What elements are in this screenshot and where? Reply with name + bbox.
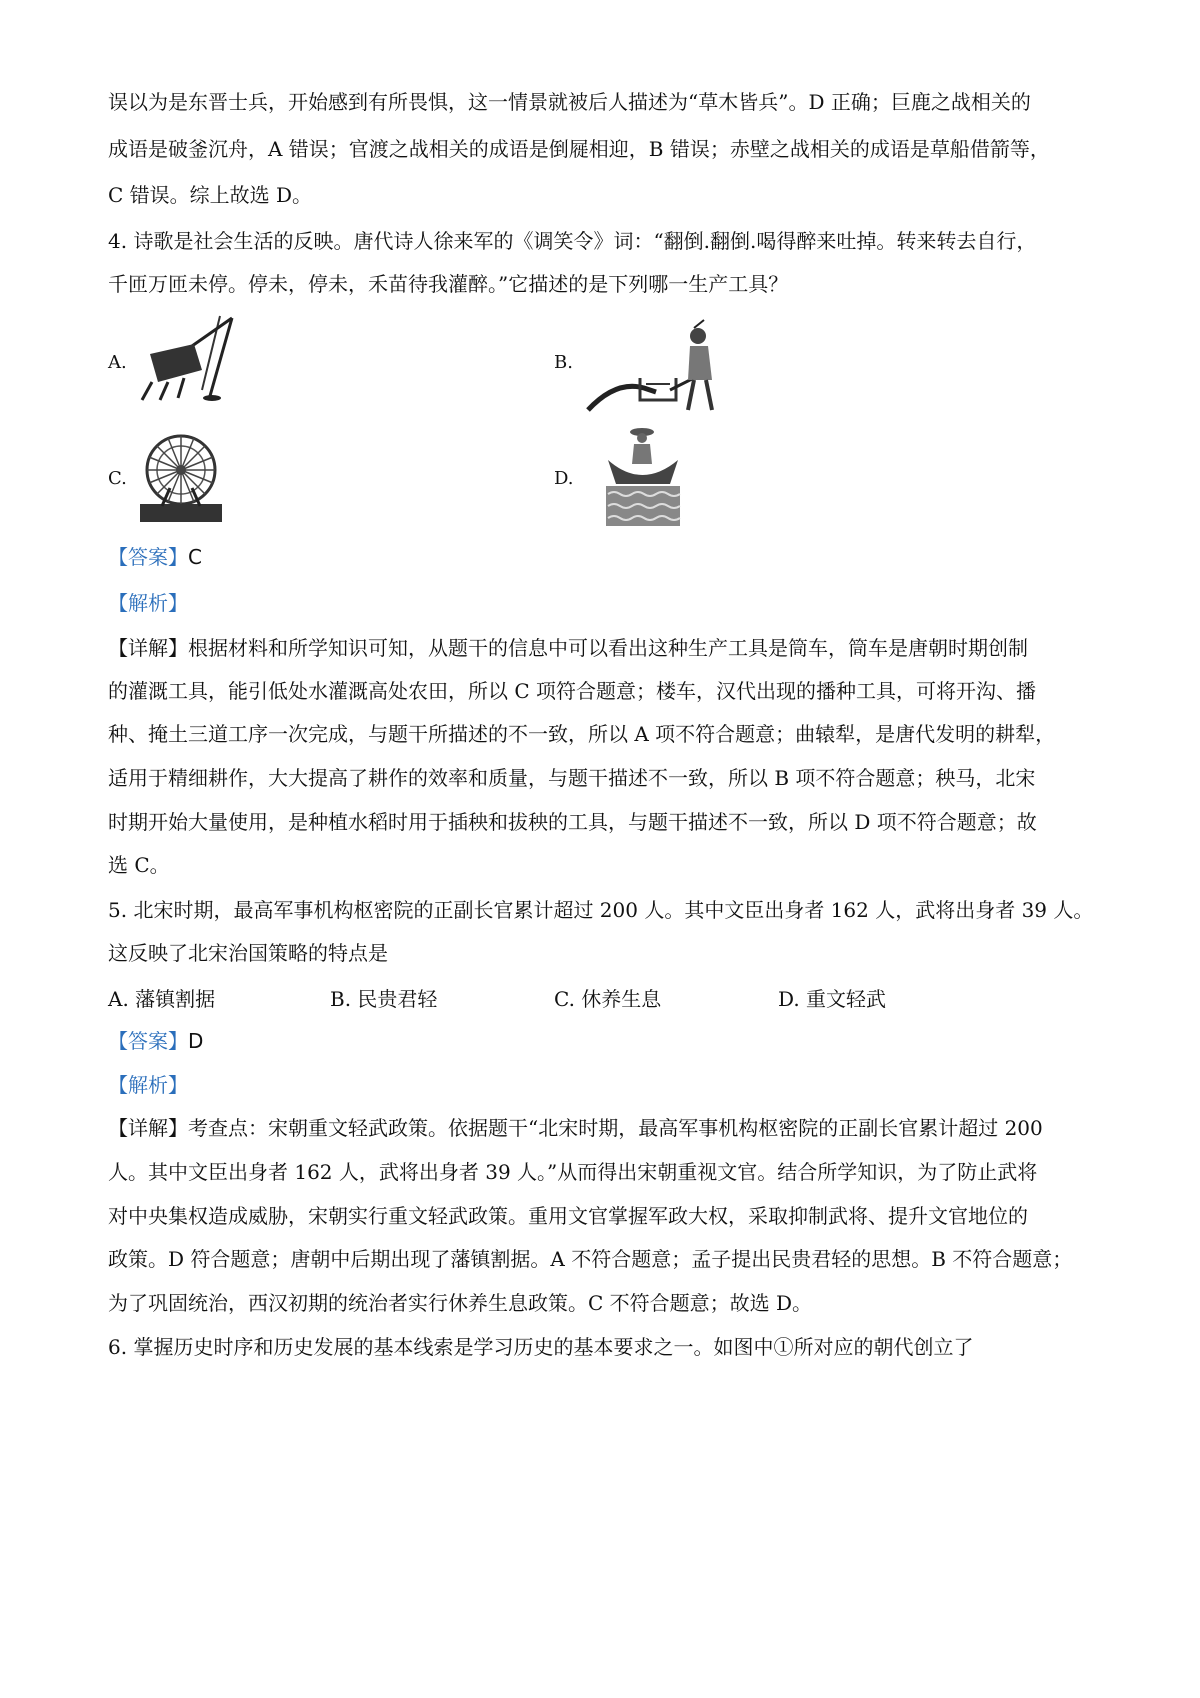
text-line: C 错误。综上故选 D。	[108, 183, 313, 207]
choice-a: A. 藩镇割据	[108, 987, 216, 1011]
analysis-tag: 【解析】	[108, 591, 188, 615]
question-6-stem: 6. 掌握历史时序和历史发展的基本线索是学习历史的基本要求之一。如图中①所对应的朝代创立了	[108, 1335, 974, 1359]
answer-tag: 【答案】	[108, 545, 188, 569]
question-5-stem: 5. 北宋时期，最高军事机构枢密院的正副长官累计超过 200 人。其中文臣出身者 162 人，武将出身者 39 人。	[108, 898, 1094, 922]
text-line: 成语是破釜沉舟，A 错误；官渡之战相关的成语是倒屣相迎，B 错误；赤壁之战相关的成语是草船借箭等，	[108, 137, 1050, 161]
detail-line: 时期开始大量使用，是种植水稻时用于插秧和拔秧的工具，与题干描述不一致，所以 D 项不符合题意；故	[108, 810, 1037, 834]
option-c-image	[140, 428, 222, 522]
detail-line: 的灌溉工具，能引低处水灌溉高处农田，所以 C 项符合题意；楼车，汉代出现的播种工具，可将开沟、播	[108, 679, 1037, 703]
option-d-label: D.	[554, 468, 574, 489]
answer-value: D	[188, 1029, 204, 1053]
question-4-stem: 4. 诗歌是社会生活的反映。唐代诗人徐来军的《调笑令》词：“翻倒.翻倒.喝得醉来吐掉。转来转去自行，	[108, 229, 1037, 253]
option-d-image	[604, 424, 682, 528]
detail-line: 【详解】根据材料和所学知识可知，从题干的信息中可以看出这种生产工具是筒车，筒车是唐朝时期创制	[108, 636, 1028, 660]
detail-line: 人。其中文臣出身者 162 人，武将出身者 39 人。”从而得出宋朝重视文官。结合所学知识，为了防止武将	[108, 1160, 1038, 1184]
option-b-image	[586, 318, 716, 412]
analysis-tag: 【解析】	[108, 1073, 188, 1097]
option-c-label: C.	[108, 468, 127, 489]
answer-line	[108, 543, 202, 571]
question-5-stem: 这反映了北宋治国策略的特点是	[108, 941, 388, 965]
choice-b: B. 民贵君轻	[330, 987, 438, 1011]
option-b-label: B.	[554, 352, 573, 373]
choice-d: D. 重文轻武	[778, 987, 887, 1011]
detail-line: 【详解】考查点：宋朝重文轻武政策。依据题干“北宋时期，最高军事机构枢密院的正副长官累计超过 200	[108, 1116, 1043, 1140]
question-4-stem: 千匝万匝未停。停未，停未，禾苗待我灌醉。”它描述的是下列哪一生产工具？	[108, 272, 789, 296]
answer-tag: 【答案】	[108, 1029, 188, 1053]
option-a-label: A.	[108, 352, 127, 373]
detail-line: 对中央集权造成威胁，宋朝实行重文轻武政策。重用文官掌握军政大权，采取抑制武将、提升文官地位的	[108, 1204, 1028, 1228]
text-line: 误以为是东晋士兵，开始感到有所畏惧，这一情景就被后人描述为“草木皆兵”。D 正确；巨鹿之战相关的	[108, 90, 1031, 114]
detail-line: 种、掩土三道工序一次完成，与题干所描述的不一致，所以 A 项不符合题意；曲辕犁，是唐代发明的耕犁，	[108, 722, 1056, 746]
analysis-line	[108, 589, 188, 617]
detail-line: 政策。D 符合题意；唐朝中后期出现了藩镇割据。A 不符合题意；孟子提出民贵君轻的思想。B 不符合题意；	[108, 1247, 1073, 1271]
detail-line: 为了巩固统治，西汉初期的统治者实行休养生息政策。C 不符合题意；故选 D。	[108, 1291, 813, 1315]
detail-line: 适用于精细耕作，大大提高了耕作的效率和质量，与题干描述不一致，所以 B 项不符合题意；秧马，北宋	[108, 766, 1036, 790]
detail-line: 选 C。	[108, 853, 170, 877]
answer-value: C	[188, 545, 202, 569]
answer-line	[108, 1027, 203, 1055]
choice-c: C. 休养生息	[554, 987, 662, 1011]
option-a-image	[132, 312, 244, 402]
analysis-line	[108, 1071, 188, 1099]
